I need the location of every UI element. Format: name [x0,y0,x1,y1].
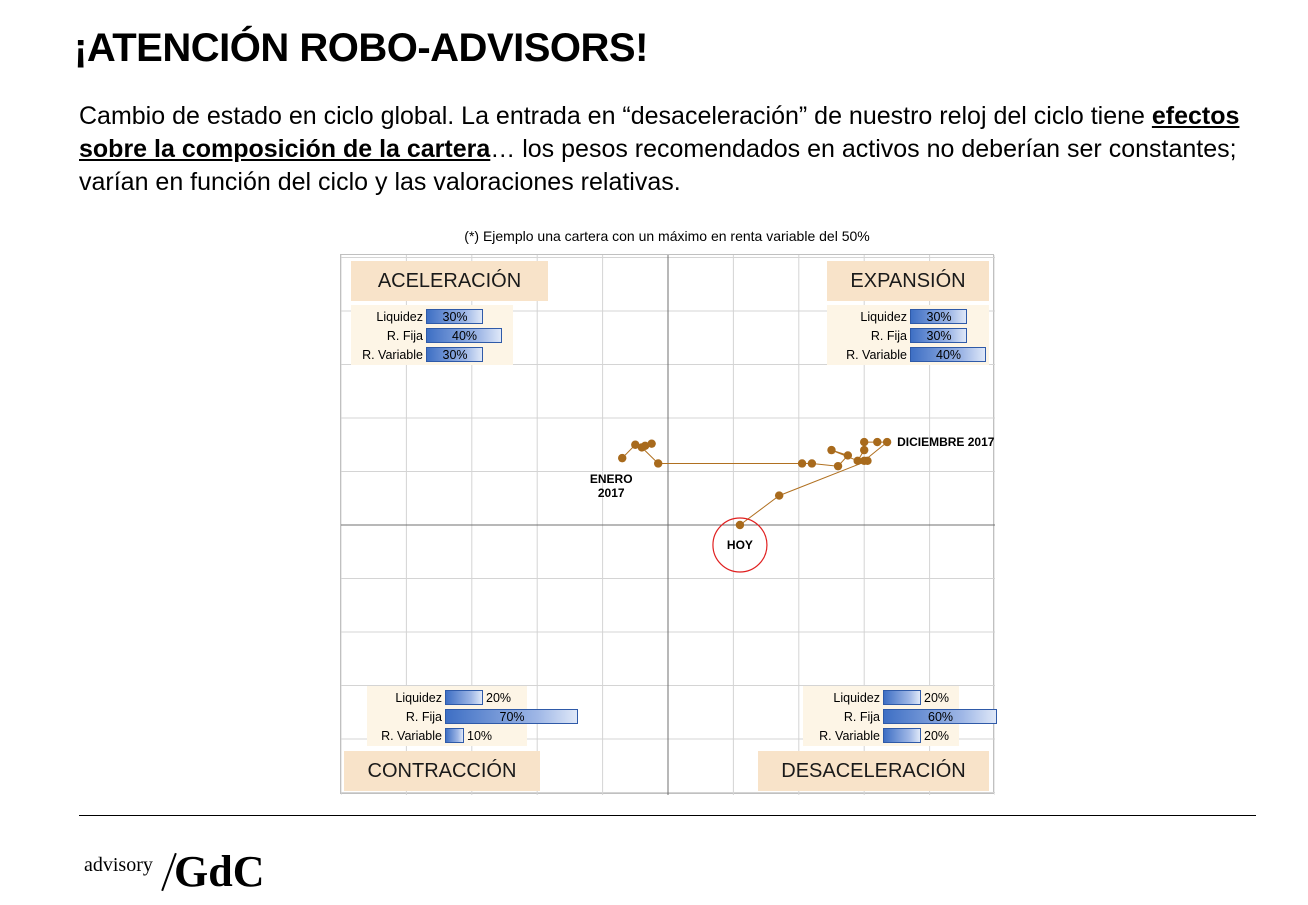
footer-divider [79,815,1256,816]
cycle-clock-chart [340,254,994,794]
weight-row [827,346,989,363]
weight-row [367,727,527,744]
cycle-point [808,459,816,467]
weights-expansion [827,305,989,365]
weight-row [803,708,959,725]
weight-bar [883,690,921,705]
cycle-point [638,443,646,451]
weight-label: R. Fija [405,709,442,724]
cycle-point [844,451,852,459]
cycle-point [775,491,783,499]
weight-row [367,689,527,706]
cycle-point [860,446,868,454]
weight-value: 30% [442,347,468,362]
cycle-point [736,521,744,529]
weight-bar [883,728,921,743]
cycle-point [827,446,835,454]
cycle-point [618,454,626,462]
weight-row [351,346,513,363]
weight-row [803,689,959,706]
weight-row [803,727,959,744]
weight-row [367,708,527,725]
quadrant-label-desaceleracion: DESACELERACIÓN [758,751,989,791]
weight-value: 20% [924,690,950,705]
weights-desaceleracion [803,686,959,746]
end-label: DICIEMBRE 2017 [897,435,995,450]
weight-label: R. Fija [386,328,423,343]
weight-label: Liquidez [395,690,442,705]
cycle-point [863,457,871,465]
weight-label: R. Variable [381,728,442,743]
weight-value: 40% [936,347,962,362]
intro-text-2: … los pesos recomendados en activos no deberían ser constantes; varían en función del ciclo y las valoraciones relativas. [79,135,1237,196]
page-title: ¡ATENCIÓN ROBO-ADVISORS! [74,26,648,70]
quadrant-label-aceleracion: ACELERACIÓN [351,261,548,301]
weight-value: 30% [926,328,952,343]
weight-label: R. Variable [846,347,907,362]
cycle-point [834,462,842,470]
weights-aceleracion [351,305,513,365]
cycle-point [860,438,868,446]
cycle-point [883,438,891,446]
weight-label: Liquidez [833,690,880,705]
weight-value: 30% [926,309,952,324]
weight-value: 30% [442,309,468,324]
today-label: HOY [726,538,753,552]
weight-label: Liquidez [376,309,423,324]
chart-footnote: (*) Ejemplo una cartera con un máximo en renta variable del 50% [464,228,870,244]
start-label: ENERO [589,472,633,487]
intro-emphasis: efectos sobre la composición de la cartera [79,102,1240,163]
cycle-point [873,438,881,446]
weight-bar [445,690,483,705]
weight-row [827,308,989,325]
intro-text-1: Cambio de estado en ciclo global. La entrada en “desaceleración” de nuestro reloj del ciclo tiene [79,102,1152,130]
weight-label: R. Fija [843,709,880,724]
weight-label: R. Variable [819,728,880,743]
cycle-point [647,439,655,447]
weights-contraccion [367,686,527,746]
weight-value: 10% [467,728,493,743]
start-year-label: 2017 [597,486,625,501]
cycle-point [798,459,806,467]
weight-row [827,327,989,344]
weight-label: R. Fija [870,328,907,343]
weight-label: R. Variable [362,347,423,362]
intro-paragraph [79,100,1259,199]
weight-label: Liquidez [860,309,907,324]
weight-value: 60% [928,709,954,724]
weight-row [351,308,513,325]
quadrant-label-contraccion: CONTRACCIÓN [344,751,540,791]
weight-value: 40% [452,328,478,343]
weight-value: 20% [924,728,950,743]
quadrant-label-expansion: EXPANSIÓN [827,261,989,301]
weight-value: 70% [499,709,525,724]
weight-row [351,327,513,344]
weight-bar [445,728,464,743]
cycle-point [654,459,662,467]
weight-value: 20% [486,690,512,705]
